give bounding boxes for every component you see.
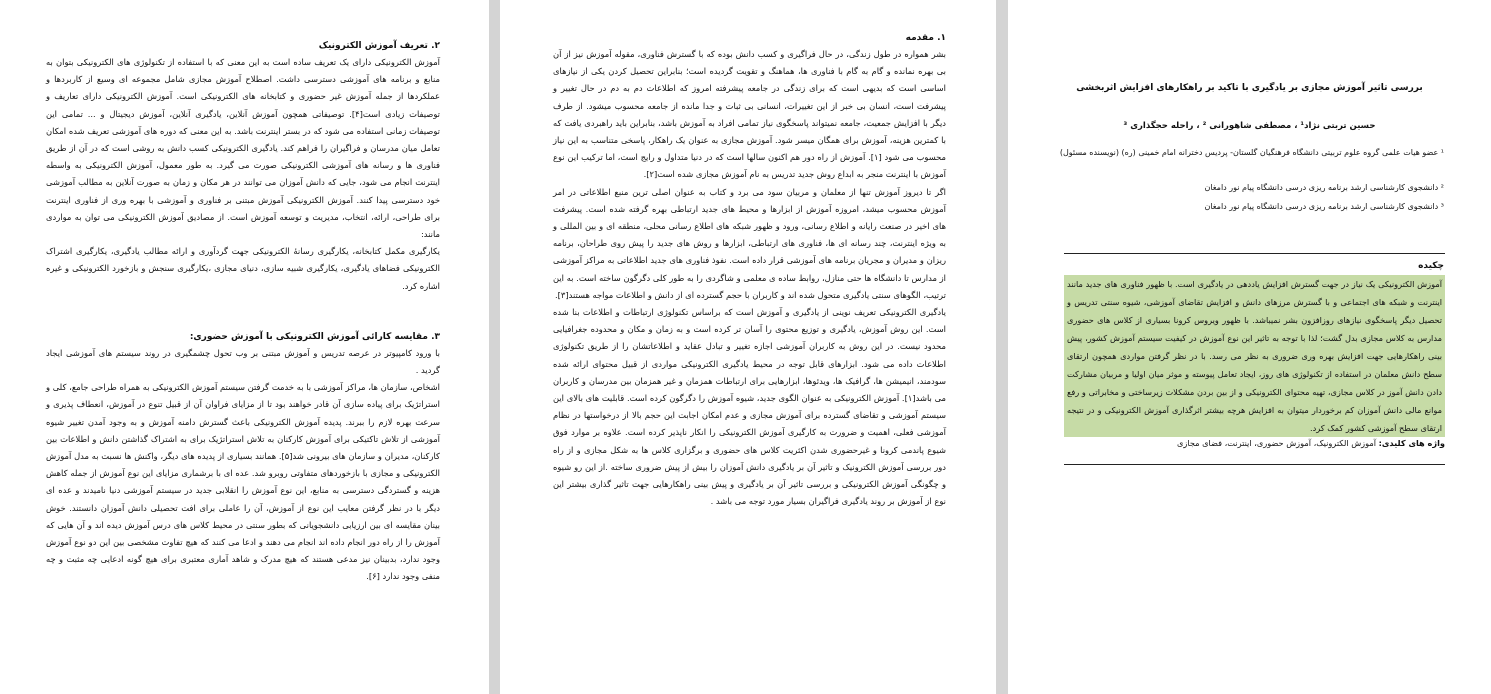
definition-paragraph-1: آموزش الکترونیکی دارای یک تعریف ساده است به این معنی که با استفاده از تکنولوژی های الکترونیکی بتوان به منابع و برنامه های آموزشی دسترسی داشت. اصطلاح آموزش مجازی شامل مجموعه ای وسیع از کاربردها و عملکردها از جمله آموزش غیر حضوری و کتابخانه های الکترونیکی است. آموزش الکترونیکی دارای تعاریف و توصیفات زیادی است[۴]. توصیفاتی همچون آموزش آنلاین، یادگیری آنلاین، آموزش دیجیتال و ... تمامی این توصیفات زمانی استفاده می شود که در بستر اینترنت باشد. به این معنی که دوره های آموزشی تعریف شده امکان تعامل میان مدرسان و فراگیران را فراهم کند. یادگیری الکترونیکی کسب دانش به روشی است که در آن از طریق فناوری ها و رسانه های آموزشی الکترونیکی صورت می گیرد. به طور معمول، آموزش الکترونیکی به واسطه اینترنت انجام می شود، جایی که دانش آموزان می توانند در هر مکان و زمان به صورت آنلاین به مطالب آموزشی خود دسترسی پیدا کنند. آموزش الکترونیکی آموزش مبتنی بر فناوری و آموزشی با بهره وری از فناوری اینترنت برای طراحی، ارائه، انتخاب، مدیریت و توسعه آموزش است. از مصادیق آموزش الکترونیکی می توان به مواردی مانند: (46, 57, 440, 240)
definition-paragraph-2: یکارگیری مکمل کتابخانه، یکارگیری رسانهٔ الکترونیکی جهت گردآوری و ارائه مطالب یادگیری، یکارگیری اشتراک الکترونیکی فضاهای یادگیری، یکارگیری شبیه سازی، دنیای مجازی ،یکارگیری سنجش و بازخورد الکترونیکی و غیره اشاره کرد. (46, 246, 440, 291)
abstract-text: آموزش الکترونیکی یک نیاز در جهت گسترش افزایش یاددهی در یادگیری است. با ظهور فناوری های جدید مانند اینترنت و شبکه های اجتماعی و با گسترش مرزهای دانش و افزایش تقاضای آموزشی، شیوه سنتی تدریس و تحصیل دیگر پاسخگوی نیازهای روزافزون بشر نمیباشد. با ظهور ویروس کرونا بسیاری از کلاس های حضوری مدارس به کلاس مجازی بدل گشت؛ لذا با توجه به تاثیر این نوع آموزش در کیفیت سیستم آموزش کشور، پیش بینی راهکارهایی جهت افزایش بهره وری ضروری به نظر می رسد. با در نظر گرفتن مواردی همچون ارتقای سطح دانش معلمان در استفاده از تکنولوژی های روز، ایجاد تعامل پیوسته و موثر میان اولیا و مربیان مشارکت دادن دانش آموز در کلاس مجازی، تهیه محتوای الکترونیکی و از بین بردن مشکلات زیرساختی و مخابراتی و رفع موانع مالی دانش آموزان کم برخوردار میتوان به افزایش هرچه بیشتر اثرگذاری آموزش الکترونیکی و در نتیجه ارتقای سطح آموزشی کشور کمک کرد. (1064, 275, 1445, 437)
intro-paragraph-1: بشر همواره در طول زندگی، در حال فراگیری و کسب دانش بوده که با گسترش فناوری، مقوله آموزش نیز از آن بی بهره نمانده و گام به گام با فناوری ها، هماهنگ و تقویت گردیده است؛ بنابراین تحصیل کردن یکی از نیازهای اساسی است که بدیهی است که برای زندگی در جامعه پیشرفته امروز که اطلاعات دم به دم در حال تغییر و پیشرفت است، انسان بی خبر از این تغییرات، انسانی بی ثبات و جدا مانده از جامعه محسوب میشود. از طرف دیگر با افزایش جمعیت، جامعه نمیتواند پاسخگوی نیاز تمامی افراد به آموزش باشد، بنابراین باید راهبردی یافت که با کمترین هزینه، آموزش برای همگان میسر شود. آموزش مجازی به عنوان یک راهکار، پاسخی متناسب به این نیاز محسوب می شود [۱]. آموزش از راه دور هم اکنون سالها است که در دنیا متداول و رایج است، اما ترکیب این نوع آموزش با اینترنت منجر به ابداع روش جدید تدریس به نام آموزش مجازی شده است[۲]. (553, 49, 946, 180)
section-heading-intro: ۱. مقدمه (905, 33, 946, 43)
abstract-heading: چکیده (1418, 261, 1444, 271)
page-2 (500, 0, 996, 694)
paper-title: بررسی تاثیر آموزش مجازی بر یادگیری با تاکید بر راهکارهای افزایش اثربخشی (1076, 83, 1423, 93)
divider-top (1064, 253, 1445, 254)
divider-bottom (1064, 464, 1445, 465)
comparison-paragraph-2: اشخاص، سازمان ها، مراکز آموزشی با به خدمت گرفتن سیستم آموزش الکترونیکی به همراه طراحی جامع، کلی و استراتژیک برای پیاده سازی آن قادر خواهند بود تا از مزایای فراوان آن از قبیل تنوع در آموزش، انعطاف پذیری و سرعت بهره لازم را ببرند. پدیده آموزش الکترونیکی باعث گسترش دامنه آموزش و به وجود آمدن تغییر شیوه آموزشی از تلاش تاکتیکی برای آموزش کارکنان به تلاش استراتژیک برای به اشتراک گذاشتن دانش و اطلاعات بین کارکنان، مدیران و سازمان های بیرونی شد[۵]. همانند بسیاری از پدیده های دیگر، واکنش ها نسبت به مدل آموزش الکترونیکی و مجازی با بازخوردهای متفاوتی روبرو شد. عده ای با برشماری مزایای این نوع آموزش از جمله کاهش هزینه و گستردگی دسترسی به منابع، این نوع آموزش را انقلابی جدید در سیستم آموزشی دنیا نامیدند و عده ای دیگر با در نظر گرفتن معایب این نوع از آموزش، آن را عاملی برای افت تحصیلی دانش آموزان دانستند. خوش بینان مقایسه ای بین ارزیابی دانشجویانی که بطور سنتی در محیط کلاس های درس آموزش دیده اند و آن هایی که آموزش را از راه دور انجام داده اند انجام می دهند و ادعا می کنند که هیچ تفاوت مشخصی بین این دو نوع آموزش وجود ندارد، بدبینان نیز مدعی هستند که هیچ مدرک و شاهد آماری معتبری برای هیچ گونه ادعایی چه مثبت و چه منفی وجود ندارد [۶]. (46, 382, 440, 582)
section-heading-comparison: ۳. مقایسه کارائی آموزش الکترونیکی با آموزش حضوری: (189, 331, 440, 342)
intro-paragraph-3: یادگیری الکترونیکی تعریف نوینی از یادگیری و آموزش است که براساس تکنولوژی ارتباطات و اطلاعات بنا شده است. این روش آموزش، یادگیری و توزیع محتوی را آسان تر کرده است و به زمان و مکان و محدوده جغرافیایی محدود نیست. در این روش به کاربران آموزشی اجازه تغییر و تبادل عقاید و اطلاعاتشان را از طریق تکنولوژی اطلاعات داده می شود. ابزارهای قابل توجه در محیط یادگیری الکترونیکی مواردی از قبیل محتوای ارائه شده سودمند، انیمیشن ها، گرافیک ها، ویدئوها، ابزارهایی برای ارتباطات همزمان و غیر همزمان بین مدرسان و کاربران می باشد[۱]. آموزش الکترونیکی به عنوان الگوی جدید، شیوه آموزش را دگرگون کرده است. قابلیت های بالای این سیستم آموزشی و تقاضای گسترده برای آموزش مجازی و عدم امکان اجابت این حجم بالا از درخواستها در نظام آموزشی فعلی، اهمیت و ضرورت به کارگیری آموزش الکترونیکی را انکار ناپذیر کرده است. علاوه بر موارد فوق شیوع پاندمی کرونا و غیرحضوری شدن اکثریت کلاس های حضوری و برگزاری کلاس ها به شکل مجازی و از راه دور بررسی آموزش الکترونیک و تاثیر آن بر یادگیری دانش آموزان را بیش از پیش ضروری ساخته .از این رو شیوه و چگونگی آموزش الکترونیکی و بررسی تاثیر آن بر یادگیری و پیش بینی راهکارهایی جهت تاثیر گذاری بیشتر این نوع از آموزش بر روند یادگیری فراگیران بسیار مورد توجه می باشد . (553, 307, 946, 507)
affiliation-3: ³ دانشجوی کارشناسی ارشد برنامه ریزی درسی دانشگاه پیام نور دامغان (1204, 202, 1444, 211)
intro-paragraph-2: اگر تا دیروز آموزش تنها از معلمان و مربیان سود می برد و کتاب به عنوان اصلی ترین منبع اطلاعاتی در امر آموزش محسوب میشد، امروزه آموزش از ابزارها و محیط های جدید ارتباطی بهره گرفته شده است. پیشرفت های اخیر در صنعت رایانه و اطلاع رسانی، ورود و ظهور شبکه های اطلاع رسانی محلی، منطقه ای و بین المللی و به ویژه اینترنت، چند رسانه ای ها، فناوری های ارتباطی، ابزارها و روش های جدید را پیش روی طراحان، برنامه ریزان و مدیران و مجریان برنامه های آموزشی قرار داده است. نفوذ فناوری های جدید اطلاعاتی به مراکز آموزشی از مدارس تا دانشگاه ها حتی منازل، روابط ساده ی معلمی و شاگردی را به طور کلی دگرگون ساخته است. به این ترتیب، الگوهای سنتی یادگیری متحول شده اند و کاربران با حجم گسترده ای از دانش و اطلاعات مواجه هستند[۳]. (553, 186, 946, 300)
section-heading-definition: ۲. تعریف آموزش الکترونیک (318, 41, 440, 51)
keywords-label: واژه های کلیدی: (1378, 438, 1445, 448)
affiliation-2: ² دانشجوی کارشناسی ارشد برنامه ریزی درسی دانشگاه پیام نور دامغان (1204, 183, 1444, 192)
affiliation-1: ¹ عضو هیات علمی گروه علوم تربیتی دانشگاه فرهنگیان گلستان- پردیس دخترانه امام خمینی (ره) (نویسنده مسئول) (1059, 148, 1444, 157)
authors: حسین تربتی نژاد¹ ، مصطفی شاهورانی ² ، راحله حجگذاری ³ (1123, 121, 1376, 131)
page-3 (0, 0, 489, 694)
page-1 (1008, 0, 1491, 694)
keywords (1064, 435, 1445, 451)
keywords-list: آموزش الکترونیک، آموزش حضوری، اینترنت، فضای مجازی (1176, 438, 1377, 448)
comparison-paragraph-1: با ورود کامپیوتر در عرصه تدریس و آموزش مبتنی بر وب تحول چشمگیری در روند سیستم های آموزشی ایجاد گردید . (46, 347, 440, 376)
